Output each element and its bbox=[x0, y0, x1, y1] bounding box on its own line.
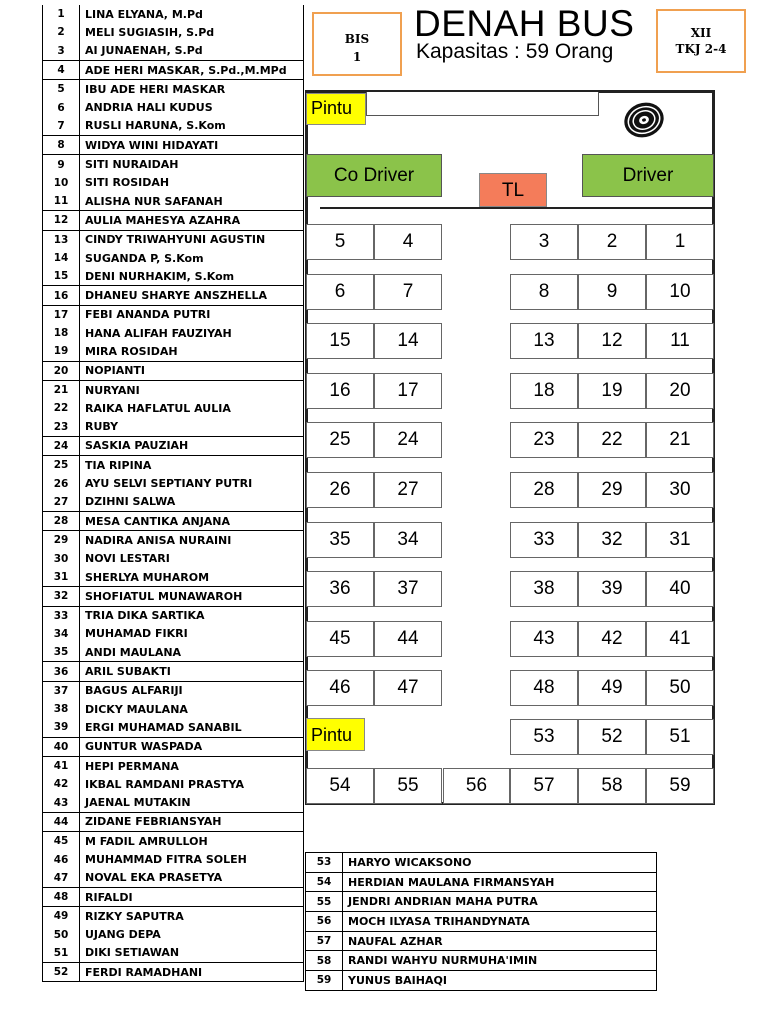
passenger-number: 40 bbox=[43, 737, 80, 756]
passenger-name: DICKY MAULANA bbox=[85, 702, 188, 716]
table-row bbox=[43, 793, 304, 812]
passenger-number: 14 bbox=[43, 249, 80, 267]
seat: 20 bbox=[646, 373, 714, 409]
passenger-name: NOVAL EKA PRASETYA bbox=[85, 871, 223, 885]
passenger-number: 19 bbox=[43, 342, 80, 361]
passenger-number: 38 bbox=[43, 700, 80, 718]
cd-disc-icon bbox=[622, 100, 666, 140]
passenger-number: 2 bbox=[43, 23, 80, 41]
passenger-number: 16 bbox=[43, 286, 80, 305]
table-row bbox=[43, 436, 304, 455]
table-row bbox=[43, 926, 304, 944]
passenger-name: TRIA DIKA SARTIKA bbox=[85, 609, 205, 623]
passenger-number: 3 bbox=[43, 42, 80, 61]
table-row bbox=[43, 662, 304, 681]
passenger-name: UJANG DEPA bbox=[85, 928, 161, 942]
passenger-name: WIDYA WINI HIDAYATI bbox=[85, 138, 219, 152]
seat: 12 bbox=[578, 323, 646, 359]
passenger-number: 43 bbox=[43, 793, 80, 812]
bus-number-box bbox=[312, 12, 402, 76]
table-row bbox=[306, 872, 657, 892]
passenger-name: SHERLYA MUHAROM bbox=[85, 570, 210, 584]
class-group: TKJ 2-4 bbox=[675, 42, 727, 56]
seat: 42 bbox=[578, 621, 646, 657]
table-row bbox=[43, 963, 304, 982]
seat: 48 bbox=[510, 670, 578, 706]
table-row bbox=[43, 587, 304, 606]
table-row bbox=[43, 399, 304, 417]
passenger-number: 53 bbox=[306, 853, 343, 873]
table-row bbox=[43, 643, 304, 662]
table-row bbox=[43, 23, 304, 41]
passenger-name: AI JUNAENAH, S.Pd bbox=[85, 44, 203, 58]
seat: 8 bbox=[510, 274, 578, 310]
class-box bbox=[656, 9, 746, 73]
passenger-name: MELI SUGIASIH, S.Pd bbox=[85, 25, 215, 39]
passenger-name: RAIKA HAFLATUL AULIA bbox=[85, 401, 231, 415]
passenger-name: RIZKY SAPUTRA bbox=[85, 909, 184, 923]
seat: 35 bbox=[306, 522, 374, 558]
passenger-number: 46 bbox=[43, 850, 80, 868]
table-row bbox=[43, 456, 304, 475]
passenger-name: IBU ADE HERI MASKAR bbox=[85, 82, 226, 96]
passenger-number: 5 bbox=[43, 80, 80, 99]
passenger-number: 45 bbox=[43, 832, 80, 851]
passenger-number: 24 bbox=[43, 436, 80, 455]
seat: 21 bbox=[646, 422, 714, 458]
passenger-number: 36 bbox=[43, 662, 80, 681]
passenger-number: 18 bbox=[43, 324, 80, 342]
passenger-name: NURYANI bbox=[85, 383, 140, 397]
seat: 18 bbox=[510, 373, 578, 409]
seat: 23 bbox=[510, 422, 578, 458]
seat: 9 bbox=[578, 274, 646, 310]
seat: 44 bbox=[374, 621, 442, 657]
seat: 57 bbox=[510, 768, 578, 804]
passenger-name: TIA RIPINA bbox=[85, 458, 152, 472]
table-row bbox=[43, 117, 304, 136]
door-front: Pintu bbox=[306, 93, 366, 125]
seat: 5 bbox=[306, 224, 374, 260]
passenger-number: 44 bbox=[43, 812, 80, 831]
seat: 55 bbox=[374, 768, 442, 804]
passenger-name: MIRA ROSIDAH bbox=[85, 344, 178, 358]
passenger-name: JENDRI ANDRIAN MAHA PUTRA bbox=[348, 895, 538, 909]
table-row bbox=[43, 324, 304, 342]
table-row bbox=[43, 174, 304, 192]
table-row bbox=[43, 512, 304, 531]
table-row bbox=[43, 192, 304, 211]
passenger-number: 33 bbox=[43, 606, 80, 625]
passenger-name: HEPI PERMANA bbox=[85, 759, 179, 773]
table-row bbox=[43, 267, 304, 286]
passenger-number: 23 bbox=[43, 418, 80, 437]
passenger-number: 49 bbox=[43, 907, 80, 926]
passenger-number: 26 bbox=[43, 474, 80, 492]
seat: 45 bbox=[306, 621, 374, 657]
table-row bbox=[43, 155, 304, 174]
seat: 11 bbox=[646, 323, 714, 359]
seat: 36 bbox=[306, 571, 374, 607]
passenger-name: BAGUS ALFARIJI bbox=[85, 684, 183, 698]
passenger-name: FEBI ANANDA PUTRI bbox=[85, 308, 211, 322]
passenger-name: M FADIL AMRULLOH bbox=[85, 834, 208, 848]
passenger-name: MUHAMAD FIKRI bbox=[85, 627, 188, 641]
seat: 31 bbox=[646, 522, 714, 558]
passenger-number: 48 bbox=[43, 887, 80, 906]
seat: 16 bbox=[306, 373, 374, 409]
seat: 19 bbox=[578, 373, 646, 409]
passenger-number: 34 bbox=[43, 625, 80, 643]
passenger-name: SASKIA PAUZIAH bbox=[85, 439, 189, 453]
passenger-number: 35 bbox=[43, 643, 80, 662]
table-row bbox=[43, 887, 304, 906]
passenger-name: FERDI RAMADHANI bbox=[85, 965, 203, 979]
passenger-name: HERDIAN MAULANA FIRMANSYAH bbox=[348, 875, 555, 889]
table-row bbox=[43, 211, 304, 230]
passenger-name: DHANEU SHARYE ANSZHELLA bbox=[85, 289, 268, 303]
table-row bbox=[43, 812, 304, 831]
table-row bbox=[43, 606, 304, 625]
passenger-number: 39 bbox=[43, 718, 80, 737]
passenger-name: RUSLI HARUNA, S.Kom bbox=[85, 119, 226, 133]
passenger-number: 32 bbox=[43, 587, 80, 606]
passenger-number: 37 bbox=[43, 681, 80, 700]
seat: 39 bbox=[578, 571, 646, 607]
passenger-name: AULIA MAHESYA AZAHRA bbox=[85, 213, 241, 227]
passenger-name: ANDRIA HALI KUDUS bbox=[85, 101, 213, 115]
seat: 7 bbox=[374, 274, 442, 310]
seat: 54 bbox=[306, 768, 374, 804]
passenger-name: JAENAL MUTAKIN bbox=[85, 796, 191, 810]
passenger-name: MOCH ILYASA TRIHANDYNATA bbox=[348, 914, 530, 928]
passenger-number: 42 bbox=[43, 775, 80, 793]
table-row bbox=[306, 853, 657, 873]
table-row bbox=[43, 5, 304, 23]
seat: 47 bbox=[374, 670, 442, 706]
seat: 22 bbox=[578, 422, 646, 458]
passenger-name: NAUFAL AZHAR bbox=[348, 934, 443, 948]
passenger-number: 11 bbox=[43, 192, 80, 211]
passenger-number: 17 bbox=[43, 305, 80, 324]
bus-label: BIS bbox=[344, 32, 370, 46]
table-row bbox=[306, 931, 657, 951]
seat: 49 bbox=[578, 670, 646, 706]
table-row bbox=[43, 550, 304, 568]
seat: 53 bbox=[510, 719, 578, 755]
table-row bbox=[43, 737, 304, 756]
table-row bbox=[43, 625, 304, 643]
table-row bbox=[43, 681, 304, 700]
seat: 24 bbox=[374, 422, 442, 458]
passenger-name: SHOFIATUL MUNAWAROH bbox=[85, 589, 243, 603]
passenger-number: 54 bbox=[306, 872, 343, 892]
passenger-number: 13 bbox=[43, 230, 80, 249]
passenger-number: 27 bbox=[43, 493, 80, 512]
passenger-number: 12 bbox=[43, 211, 80, 230]
table-row bbox=[43, 249, 304, 267]
seat: 2 bbox=[578, 224, 646, 260]
passenger-number: 21 bbox=[43, 380, 80, 399]
passenger-name: DENI NURHAKIM, S.Kom bbox=[85, 269, 235, 283]
table-row bbox=[43, 493, 304, 512]
passenger-name: HARYO WICAKSONO bbox=[348, 855, 472, 869]
passenger-list-left bbox=[42, 5, 304, 982]
passenger-name: GUNTUR WASPADA bbox=[85, 740, 203, 754]
passenger-name: MESA CANTIKA ANJANA bbox=[85, 514, 231, 528]
table-row bbox=[43, 700, 304, 718]
passenger-name: LINA ELYANA, M.Pd bbox=[85, 7, 203, 21]
table-row bbox=[43, 568, 304, 587]
co-driver-seat: Co Driver bbox=[306, 154, 442, 197]
table-row bbox=[306, 912, 657, 932]
passenger-name: CINDY TRIWAHYUNI AGUSTIN bbox=[85, 233, 266, 247]
passenger-name: DIKI SETIAWAN bbox=[85, 946, 180, 960]
table-row bbox=[43, 136, 304, 155]
seat: 4 bbox=[374, 224, 442, 260]
seat: 10 bbox=[646, 274, 714, 310]
table-row bbox=[43, 474, 304, 492]
passenger-number: 30 bbox=[43, 550, 80, 568]
passenger-name: ADE HERI MASKAR, S.Pd.,M.MPd bbox=[85, 63, 287, 77]
table-row bbox=[43, 342, 304, 361]
table-row bbox=[43, 361, 304, 380]
passenger-name: IKBAL RAMDANI PRASTYA bbox=[85, 777, 244, 791]
passenger-name: NOVI LESTARI bbox=[85, 552, 170, 566]
passenger-name: SITI ROSIDAH bbox=[85, 176, 170, 190]
table-row bbox=[43, 305, 304, 324]
passenger-number: 9 bbox=[43, 155, 80, 174]
passenger-number: 15 bbox=[43, 267, 80, 286]
passenger-number: 41 bbox=[43, 756, 80, 775]
seat: 46 bbox=[306, 670, 374, 706]
table-row bbox=[43, 907, 304, 926]
table-row bbox=[306, 951, 657, 971]
table-row bbox=[43, 531, 304, 550]
table-row bbox=[43, 380, 304, 399]
seat: 30 bbox=[646, 472, 714, 508]
seat: 17 bbox=[374, 373, 442, 409]
driver-seat: Driver bbox=[582, 154, 714, 197]
front-panel bbox=[366, 92, 599, 116]
passenger-number: 28 bbox=[43, 512, 80, 531]
passenger-name: NOPIANTI bbox=[85, 364, 146, 378]
seat: 3 bbox=[510, 224, 578, 260]
passenger-number: 51 bbox=[43, 944, 80, 963]
passenger-number: 1 bbox=[43, 5, 80, 23]
passenger-number: 20 bbox=[43, 361, 80, 380]
passenger-name: ARIL SUBAKTI bbox=[85, 665, 171, 679]
table-row bbox=[43, 286, 304, 305]
seat: 1 bbox=[646, 224, 714, 260]
passenger-name: RIFALDI bbox=[85, 890, 133, 904]
table-row bbox=[43, 60, 304, 79]
passenger-name: SUGANDA P, S.Kom bbox=[85, 251, 204, 265]
passenger-name: SITI NURAIDAH bbox=[85, 158, 179, 172]
seat: 33 bbox=[510, 522, 578, 558]
passenger-number: 6 bbox=[43, 98, 80, 116]
tl-seat: TL bbox=[479, 173, 547, 207]
seat: 50 bbox=[646, 670, 714, 706]
passenger-number: 7 bbox=[43, 117, 80, 136]
bus-number: 1 bbox=[352, 50, 362, 64]
passenger-name: RUBY bbox=[85, 420, 119, 434]
passenger-name: NADIRA ANISA NURAINI bbox=[85, 533, 232, 547]
seat: 14 bbox=[374, 323, 442, 359]
passenger-number: 22 bbox=[43, 399, 80, 417]
seat: 29 bbox=[578, 472, 646, 508]
passenger-number: 50 bbox=[43, 926, 80, 944]
table-row bbox=[43, 869, 304, 888]
passenger-number: 4 bbox=[43, 60, 80, 79]
passenger-number: 25 bbox=[43, 456, 80, 475]
table-row bbox=[43, 850, 304, 868]
passenger-name: MUHAMMAD FITRA SOLEH bbox=[85, 853, 247, 866]
passenger-name: RANDI WAHYU NURMUHA'IMIN bbox=[348, 954, 538, 968]
passenger-number: 56 bbox=[306, 912, 343, 932]
passenger-number: 8 bbox=[43, 136, 80, 155]
table-row bbox=[43, 944, 304, 963]
table-row bbox=[43, 718, 304, 737]
passenger-number: 10 bbox=[43, 174, 80, 192]
seat: 40 bbox=[646, 571, 714, 607]
passenger-number: 47 bbox=[43, 869, 80, 888]
table-row bbox=[306, 892, 657, 912]
passenger-name: ZIDANE FEBRIANSYAH bbox=[85, 815, 222, 829]
passenger-name: HANA ALIFAH FAUZIYAH bbox=[85, 326, 232, 340]
seat: 41 bbox=[646, 621, 714, 657]
seat: 43 bbox=[510, 621, 578, 657]
passenger-number: 52 bbox=[43, 963, 80, 982]
seat: 15 bbox=[306, 323, 374, 359]
table-row bbox=[43, 775, 304, 793]
seat: 52 bbox=[578, 719, 646, 755]
seat: 13 bbox=[510, 323, 578, 359]
passenger-number: 57 bbox=[306, 931, 343, 951]
table-row bbox=[43, 42, 304, 61]
seat: 56 bbox=[443, 768, 510, 804]
seat: 58 bbox=[578, 768, 646, 804]
seat: 25 bbox=[306, 422, 374, 458]
passenger-number: 29 bbox=[43, 531, 80, 550]
table-row bbox=[43, 418, 304, 437]
passenger-number: 58 bbox=[306, 951, 343, 971]
class-label: XII bbox=[690, 26, 712, 40]
passenger-name: ERGI MUHAMAD SANABIL bbox=[85, 720, 242, 734]
table-row bbox=[43, 756, 304, 775]
page-title: DENAH BUS bbox=[414, 3, 635, 44]
passenger-name: AYU SELVI SEPTIANY PUTRI bbox=[85, 477, 253, 491]
table-row bbox=[43, 832, 304, 851]
passenger-number: 59 bbox=[306, 971, 343, 991]
passenger-number: 55 bbox=[306, 892, 343, 912]
seat: 26 bbox=[306, 472, 374, 508]
seat: 32 bbox=[578, 522, 646, 558]
seat: 27 bbox=[374, 472, 442, 508]
table-row bbox=[43, 80, 304, 99]
seat: 37 bbox=[374, 571, 442, 607]
seat: 34 bbox=[374, 522, 442, 558]
passenger-name: ALISHA NUR SAFANAH bbox=[85, 194, 223, 208]
door-rear: Pintu bbox=[306, 718, 365, 751]
table-row bbox=[306, 971, 657, 991]
seat: 28 bbox=[510, 472, 578, 508]
capacity-text: Kapasitas : 59 Orang bbox=[416, 40, 614, 63]
table-row bbox=[43, 230, 304, 249]
seat: 38 bbox=[510, 571, 578, 607]
seat: 6 bbox=[306, 274, 374, 310]
passenger-name: DZIHNI SALWA bbox=[85, 495, 176, 509]
passenger-list-right bbox=[305, 852, 657, 991]
seat: 51 bbox=[646, 719, 714, 755]
seat: 59 bbox=[646, 768, 714, 804]
passenger-number: 31 bbox=[43, 568, 80, 587]
passenger-name: ANDI MAULANA bbox=[85, 645, 182, 659]
passenger-name: YUNUS BAIHAQI bbox=[348, 973, 447, 987]
table-row bbox=[43, 98, 304, 116]
